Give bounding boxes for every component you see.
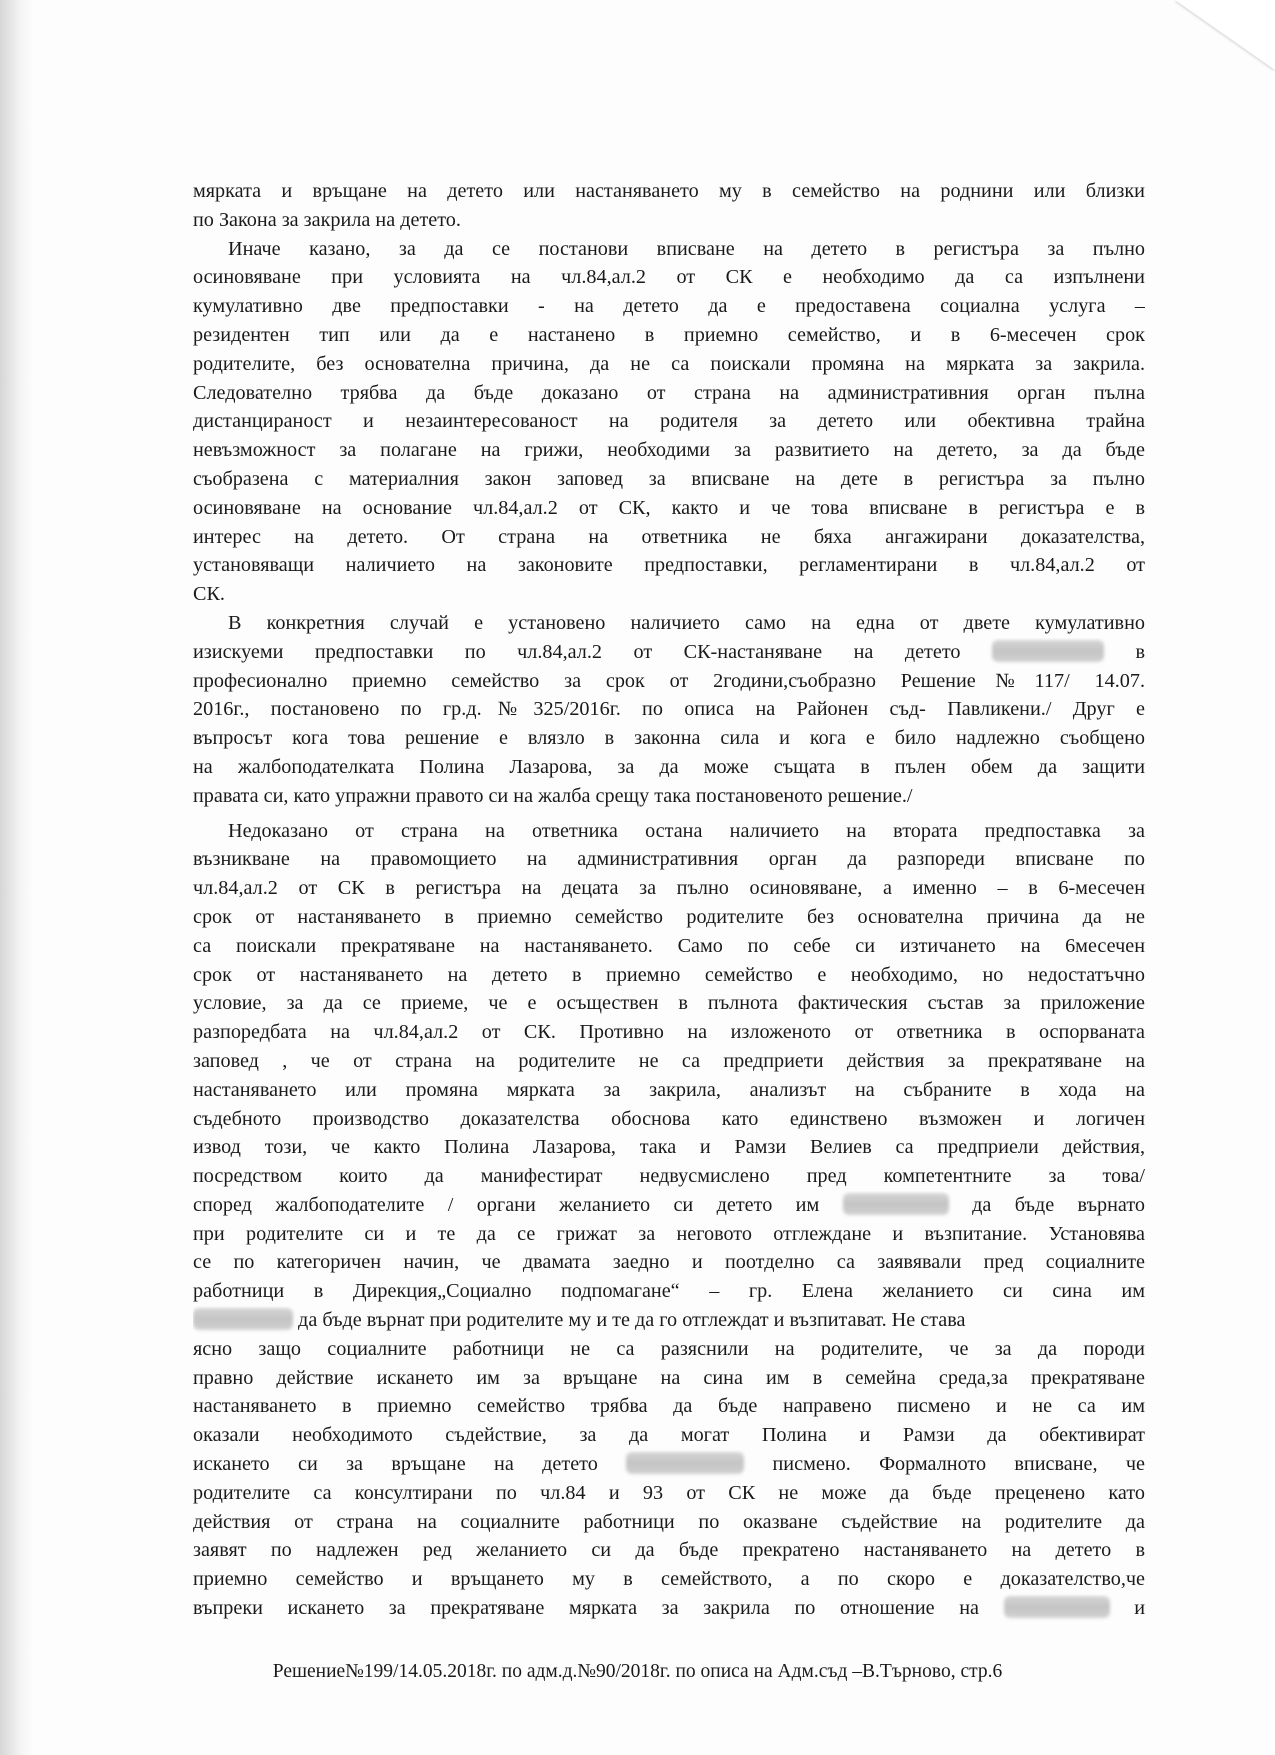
- text-fragment: изискуеми предпоставки по чл.84,ал.2 от СК-настаняване на детето: [193, 640, 961, 663]
- text-line: на жалбоподателката Полина Лазарова, за да може същата в пълен обем да защити: [193, 755, 1145, 778]
- text-line: работници в Дирекция„Социално подпомагане“ – гр. Елена желанието си сина им: [193, 1280, 1145, 1303]
- text-line: въпросът кога това решение е влязло в законна сила и кога е било надлежно съобщено: [193, 727, 1145, 750]
- text-line: при родителите си и те да се грижат за неговото отглеждане и възпитание. Установява: [193, 1222, 1145, 1245]
- text-fragment: и: [1134, 1597, 1145, 1620]
- text-line: Недоказано от страна на ответника остана наличието на втората предпоставка за: [228, 819, 1145, 842]
- document-body: [193, 177, 1145, 1623]
- text-line: оказали необходимото съдействие, за да могат Полина и Рамзи да обективират: [193, 1424, 1145, 1447]
- text-line: осиновяване на основание чл.84,ал.2 от СК, както и че това вписване в регистъра е в: [193, 496, 1145, 519]
- text-line: заявят по надлежен ред желанието си да бъде прекратено настаняването на детето в: [193, 1539, 1145, 1562]
- text-line: установяващи наличието на законовите предпоставки, регламентирани в чл.84,ал.2 от: [193, 554, 1145, 577]
- text-line: правно действие искането им за връщане на сина им в семейна среда,за прекратяване: [193, 1366, 1145, 1389]
- text-line: резидентен тип или да е настанено в приемно семейство, и в 6-месечен срок: [193, 323, 1145, 346]
- text-line: интерес на детето. От страна на ответника не бяха ангажирани доказателства,: [193, 525, 1145, 548]
- text-line: съдебното производство доказателства обоснова като единствено възможен и логичен: [193, 1107, 1145, 1130]
- redacted-name: [626, 1452, 744, 1474]
- text-line: професионално приемно семейство за срок от 2години,съобразно Решение№117/ 14.07.: [193, 669, 1145, 692]
- text-line: кумулативно две предпоставки - на детето да е предоставена социална услуга –: [193, 295, 1145, 318]
- text-line: срок от настаняването в приемно семейство родителите без основателна причина да не: [193, 905, 1145, 928]
- text-line: условие, за да се приеме, че е осъществен в пълнота фактическия състав за приложение: [193, 992, 1145, 1015]
- text-line: дистанцираност и незаинтересованост на родителя за детето или обективна трайна: [193, 410, 1145, 433]
- text-fragment: в: [1135, 640, 1145, 663]
- redacted-name: [843, 1193, 949, 1215]
- text-line: заповед , че от страна на родителите не са предприети действия за прекратяване на: [193, 1049, 1145, 1072]
- text-line: настаняването в приемно семейство трябва да бъде направено писмено и не са им: [193, 1395, 1145, 1418]
- text-line: В конкретния случай е установено наличието само на една от двете кумулативно: [228, 611, 1145, 634]
- text-fragment: според жалбоподателите / органи желанието си детето им: [193, 1193, 820, 1216]
- redacted-name: [1004, 1596, 1110, 1618]
- text-fragment: писмено. Формалното вписване, че: [772, 1453, 1145, 1476]
- text-fragment: да бъде върнат при родителите му и те да го отглеждат и възпитават. Не става: [298, 1309, 966, 1332]
- text-line: чл.84,ал.2 от СК в регистъра на децата за пълно осиновяване, а именно – в 6-месечен: [193, 877, 1145, 900]
- text-line: извод този, че както Полина Лазарова, така и Рамзи Велиев са предприели действия,: [193, 1136, 1145, 1159]
- text-line: приемно семейство и връщането му в семейството, а по скоро е доказателство,че: [193, 1568, 1145, 1591]
- text-line: са поискали прекратяване на настаняването. Само по себе си изтичането на 6месечен: [193, 934, 1145, 957]
- scan-edge-shadow: [0, 0, 34, 1755]
- text-line: по Закона за закрила на детето.: [193, 208, 461, 231]
- folded-corner: [1175, 0, 1275, 70]
- text-line: Следователно трябва да бъде доказано от страна на административния орган пълна: [193, 381, 1145, 404]
- text-line: родителите, без основателна причина, да не са поискали промяна на мярката за закрила.: [193, 352, 1145, 375]
- text-line: мярката и връщане на детето или настаняването му в семейство на роднини или близки: [193, 180, 1145, 202]
- text-line: осиновяване при условията на чл.84,ал.2 от СК е необходимо да са изпълнени: [193, 266, 1145, 289]
- text-line: настаняването или промяна мярката за закрила, анализът на събраните в хода на: [193, 1078, 1145, 1101]
- text-line: срок от настаняването на детето в приемно семейство е необходимо, но недостатъчно: [193, 963, 1145, 986]
- text-line-with-redaction: [193, 1594, 1145, 1623]
- text-line: 2016г., постановено по гр.д.№325/2016г. по описа на Районен съд- Павликени./ Друг е: [193, 698, 1145, 721]
- text-line: посредством които да манифестират недвусмислено пред компетентните за това/: [193, 1165, 1145, 1188]
- text-line: възникване на правомощието на административния орган да разпореди вписване по: [193, 848, 1145, 871]
- text-fragment: да бъде върнато: [972, 1193, 1145, 1216]
- text-fragment: искането си за връщане на детето: [193, 1453, 598, 1476]
- text-line: невъзможност за полагане на грижи, необходими за развитието на детето, за да бъде: [193, 439, 1145, 462]
- text-line-with-redaction: [193, 638, 1145, 667]
- text-line: родителите са консултирани по чл.84 и 93 от СК не може да бъде преценено като: [193, 1481, 1145, 1504]
- text-line: разпоредбата на чл.84,ал.2 от СК. Противно на изложеното от ответника в оспорваната: [193, 1021, 1145, 1044]
- page-footer: Решение№199/14.05.2018г. по адм.д.№90/2018г. по описа на Адм.съд –В.Търново, стр.6: [272, 1661, 1003, 1682]
- text-line: СК.: [193, 583, 225, 606]
- text-line-with-redaction: [193, 1306, 1145, 1335]
- text-fragment: въпреки искането за прекратяване мярката за закрила по отношение на: [193, 1597, 979, 1620]
- redacted-name: [193, 1308, 293, 1330]
- text-line: правата си, като упражни правото си на жалба срещу така постановеното решение./: [193, 784, 913, 807]
- text-line: ясно защо социалните работници не са разяснили на родителите, че за да породи: [193, 1337, 1145, 1360]
- text-line-with-redaction: [193, 1191, 1145, 1220]
- redacted-name: [992, 640, 1104, 662]
- text-line-with-redaction: [193, 1450, 1145, 1479]
- text-line: съобразена с материалния закон заповед за вписване на дете в регистъра за пълно: [193, 467, 1145, 490]
- text-line: Иначе казано, за да се постанови вписване на детето в регистъра за пълно: [228, 237, 1145, 260]
- text-line: се по категоричен начин, че двамата заедно и поотделно са заявявали пред социалните: [193, 1251, 1145, 1274]
- text-line: действия от страна на социалните работници по оказване съдействие на родителите да: [193, 1510, 1145, 1533]
